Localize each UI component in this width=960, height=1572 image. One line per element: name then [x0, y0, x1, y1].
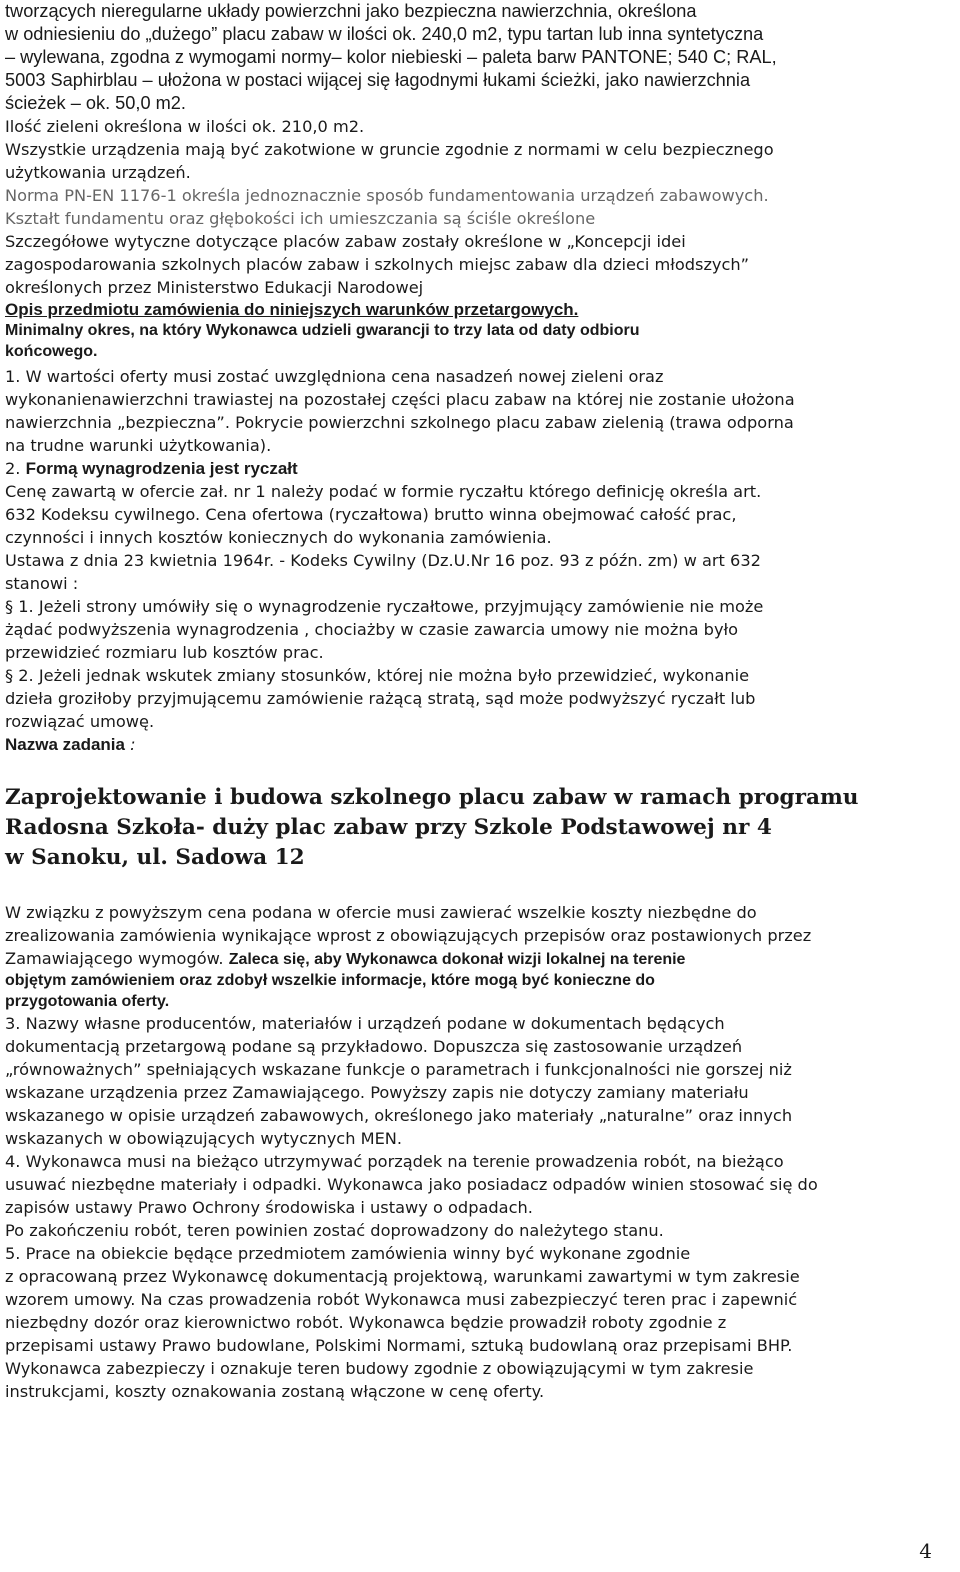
title-line: Radosna Szkoła- duży plac zabaw przy Szkole Podstawowej nr 4: [5, 815, 772, 840]
task-title: [5, 783, 960, 873]
text-line: Wykonawca zabezpieczy i oznakuje teren budowy zgodnie z obowiązującymi w tym zakresie: [5, 1359, 754, 1378]
norm-line: Norma PN-EN 1176-1 określa jednoznacznie sposób fundamentowania urządzeń zabawowych.: [5, 186, 769, 205]
task-label: Nazwa zadania: [5, 735, 125, 754]
text-line: na trudne warunki użytkowania).: [5, 436, 272, 455]
point-3: [5, 1012, 960, 1150]
text-line: nawierzchnia „bezpieczna”. Pokrycie powierzchni szkolnego placu zabaw zielenią (trawa odporna: [5, 413, 794, 432]
text-line: – wylewana, zgodna z wymogami normy– kolor niebieski – paleta barw PANTONE; 540 C; RAL,: [5, 47, 777, 67]
guarantee-paragraph: [5, 320, 960, 362]
text-line: 4. Wykonawca musi na bieżąco utrzymywać porządek na terenie prowadzenia robót, na bieżąco: [5, 1152, 784, 1171]
text-line: 5003 Saphirblau – ułożona w postaci wijącej się łagodnymi łukami ścieżki, jako nawierzchnia: [5, 70, 751, 90]
text-line: stanowi :: [5, 574, 79, 593]
text-line: Szczegółowe wytyczne dotyczące placów zabaw zostały określone w „Koncepcji idei: [5, 232, 686, 251]
text-line: Wszystkie urządzenia mają być zakotwione w gruncie zgodnie z normami w celu bezpiecznego: [5, 140, 774, 159]
text-line: zagospodarowania szkolnych placów zabaw i szkolnych miejsc zabaw dla dzieci młodszych”: [5, 255, 750, 274]
text-line: przygotowania oferty.: [5, 993, 170, 1010]
text-line: wykonanienawierzchni trawiastej na pozostałej części placu zabaw na której nie zostanie ułożona: [5, 390, 795, 409]
spacer: [5, 756, 960, 783]
text-line: Ustawa z dnia 23 kwietnia 1964r. - Kodeks Cywilny (Dz.U.Nr 16 poz. 93 z późn. zm) w art 632: [5, 551, 761, 570]
point-4: [5, 1150, 960, 1242]
text-line: 3. Nazwy własne producentów, materiałów i urządzeń podane w dokumentach będących: [5, 1014, 725, 1033]
spacer: [5, 873, 960, 901]
task-colon: :: [125, 735, 136, 754]
point-2-number: 2.: [5, 459, 21, 478]
text-line: 632 Kodeksu cywilnego. Cena ofertowa (ryczałtowa) brutto winna obejmować całość prac,: [5, 505, 737, 524]
foundation-line: Kształt fundamentu oraz głębokości ich umieszczania są ściśle określone: [5, 209, 596, 228]
task-label-line: [5, 733, 960, 756]
text-line: dzieła groziłoby przyjmującemu zamówienie rażącą stratą, sąd może podwyższyć ryczałt lub: [5, 689, 756, 708]
text-line: z opracowaną przez Wykonawcę dokumentacją projektową, warunkami zawartymi w tym zakresie: [5, 1267, 800, 1286]
text-line: w odniesieniu do „dużego” placu zabaw w ilości ok. 240,0 m2, typu tartan lub inna syntetyczna: [5, 24, 764, 44]
text-line: tworzących nieregularne układy powierzchni jako bezpieczna nawierzchnia, określona: [5, 1, 697, 21]
text-line: 1. W wartości oferty musi zostać uwzględniona cena nasadzeń nowej zieleni oraz: [5, 367, 664, 386]
text-line: wskazanego w opisie urządzeń zabawowych, określonego jako materiały „naturalne” oraz innych: [5, 1106, 793, 1125]
text-line: instrukcjami, koszty oznakowania zostaną włączone w cenę oferty.: [5, 1382, 545, 1401]
text-line: [5, 947, 960, 970]
text-line: końcowego.: [5, 343, 98, 360]
text-line: użytkowania urządzeń.: [5, 163, 191, 182]
text-line: ścieżek – ok. 50,0 m2.: [5, 93, 186, 113]
site-visit-first: Zaleca się, aby Wykonawca dokonał wizji lokalnej na terenie: [228, 951, 686, 968]
point-1: [5, 365, 960, 457]
text-line: wskazanych w obowiązujących wytycznych MEN.: [5, 1129, 403, 1148]
intro-paragraph: [5, 0, 960, 115]
heading-opis: Opis przedmiotu zamówienia do niniejszych warunków przetargowych.: [5, 300, 579, 319]
text-line: niezbędny dozór oraz kierownictwo robót. Wykonawca będzie prowadził roboty zgodnie z: [5, 1313, 727, 1332]
point-5: [5, 1242, 960, 1403]
text-line: zrealizowania zamówienia wynikające wprost z obowiązujących przepisów oraz postawionych przez: [5, 926, 812, 945]
text-line: zapisów ustawy Prawo Ochrony środowiska i ustawy o odpadach.: [5, 1198, 533, 1217]
guidelines-paragraph: [5, 230, 960, 299]
text-line: objętym zamówieniem oraz zdobył wszelkie informacje, które mogą być konieczne do: [5, 972, 655, 989]
point-2-title: Formą wynagrodzenia jest ryczałt: [25, 459, 298, 478]
text-line: żądać podwyższenia wynagrodzenia , chociażby w czasie zawarcia umowy nie można było: [5, 620, 739, 639]
title-line: w Sanoku, ul. Sadowa 12: [5, 845, 305, 870]
text-line: przewidzieć rozmiaru lub kosztów prac.: [5, 643, 324, 662]
text-line: przepisami ustawy Prawo budowlane, Polskimi Normami, sztuką budowlaną oraz przepisami BHP.: [5, 1336, 793, 1355]
text-line: § 2. Jeżeli jednak wskutek zmiany stosunków, której nie można było przewidzieć, wykonanie: [5, 666, 750, 685]
text-line: W związku z powyższym cena podana w ofercie musi zawierać wszelkie koszty niezbędne do: [5, 903, 757, 922]
greenery-line: Ilość zieleni określona w ilości ok. 210,0 m2.: [5, 117, 365, 136]
text-line: Po zakończeniu robót, teren powinien zostać doprowadzony do należytego stanu.: [5, 1221, 664, 1240]
anchoring-paragraph: [5, 138, 960, 184]
costs-paragraph: [5, 901, 960, 1012]
text-line: 5. Prace na obiekcie będące przedmiotem zamówienia winny być wykonane zgodnie: [5, 1244, 691, 1263]
text-line: „równoważnych” spełniających wskazane funkcje o parametrach i funkcjonalności nie gorszej niż: [5, 1060, 792, 1079]
text-line: § 1. Jeżeli strony umówiły się o wynagrodzenie ryczałtowe, przyjmujący zamówienie nie może: [5, 597, 764, 616]
text-line: określonych przez Ministerstwo Edukacji Narodowej: [5, 278, 424, 297]
text-line: Minimalny okres, na który Wykonawca udzieli gwarancji to trzy lata od daty odbioru: [5, 322, 640, 339]
text-line: czynności i innych kosztów koniecznych do wykonania zamówienia.: [5, 528, 552, 547]
text-line: usuwać niezbędne materiały i odpadki. Wykonawca jako posiadacz odpadów winien stosować się do: [5, 1175, 818, 1194]
page-number: 4: [919, 1539, 932, 1563]
text-line: dokumentacją przetargową podane są przykładowo. Dopuszcza się zastosowanie urządzeń: [5, 1037, 743, 1056]
point-2: [5, 480, 960, 733]
text-line: rozwiązać umowę.: [5, 712, 155, 731]
text-line: Cenę zawartą w ofercie zał. nr 1 należy podać w formie ryczałtu którego definicję określa art.: [5, 482, 762, 501]
point-2-heading: [5, 457, 960, 480]
costs-last: Zamawiającego wymogów.: [5, 949, 224, 968]
text-line: wskazane urządzenia przez Zamawiającego. Powyższy zapis nie dotyczy zamiany materiału: [5, 1083, 749, 1102]
text-line: wzorem umowy. Na czas prowadzenia robót Wykonawca musi zabezpieczyć teren prac i zapewnić: [5, 1290, 798, 1309]
title-line: Zaprojektowanie i budowa szkolnego placu zabaw w ramach programu: [5, 785, 859, 810]
